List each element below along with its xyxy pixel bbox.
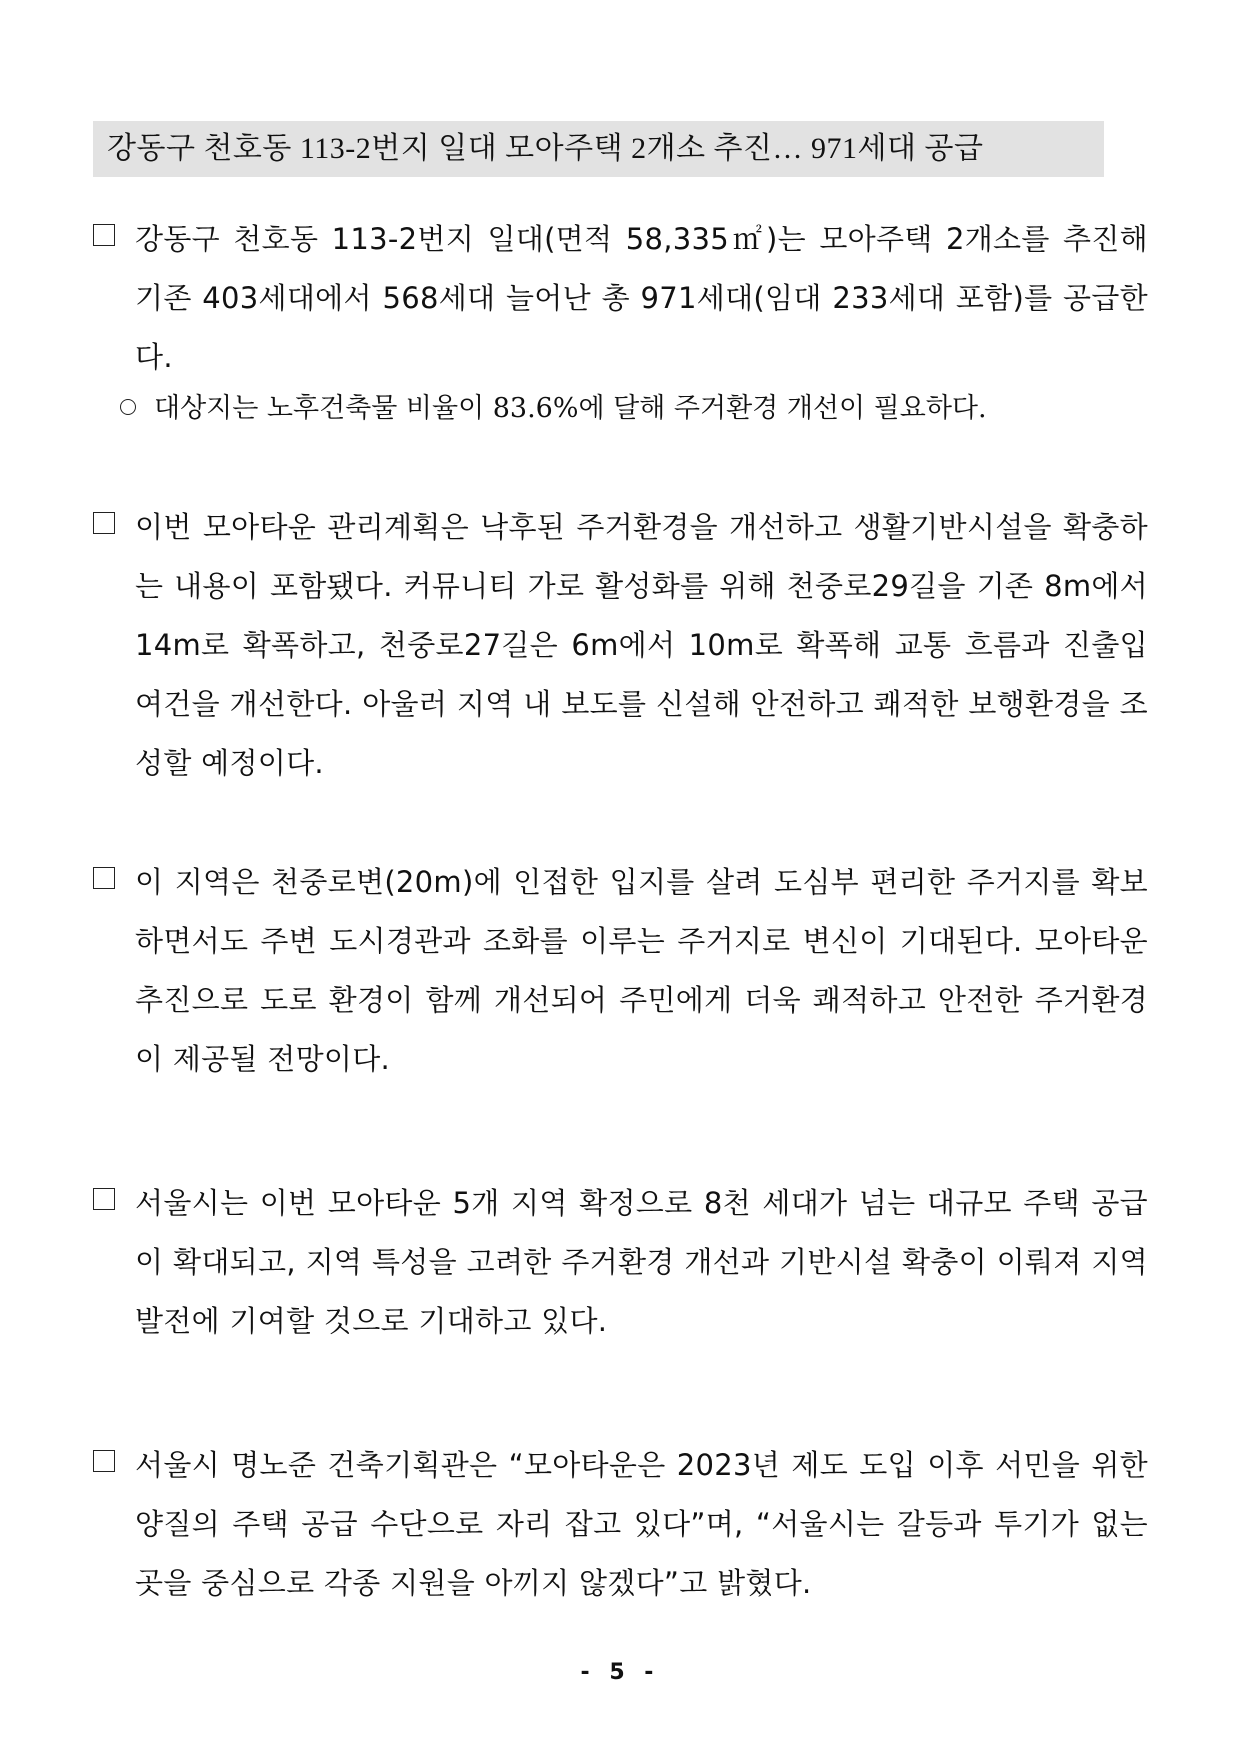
paragraph-1 <box>93 210 1148 387</box>
checkbox-bullet-icon <box>93 512 115 534</box>
paragraph-text: 이 지역은 천중로변(20m)에 인접한 입지를 살려 도심부 편리한 주거지를 확보하면서도 주변 도시경관과 조화를 이루는 주거지로 변신이 기대된다. 모아타운 추진으로 도로 환경이 함께 개선되어 주민에게 더욱 쾌적하고 안전한 주거환경이 제공될 전망이다. <box>135 865 1148 1076</box>
checkbox-bullet-icon <box>93 1188 115 1210</box>
paragraph-text: 서울시는 이번 모아타운 5개 지역 확정으로 8천 세대가 넘는 대규모 주택 공급이 확대되고, 지역 특성을 고려한 주거환경 개선과 기반시설 확충이 이뤄져 지역 발전에 기여할 것으로 기대하고 있다. <box>135 1186 1148 1338</box>
paragraph-text: 이번 모아타운 관리계획은 낙후된 주거환경을 개선하고 생활기반시설을 확충하는 내용이 포함됐다. 커뮤니티 가로 활성화를 위해 천중로29길을 기존 8m에서 14m로 확폭하고, 천중로27길은 6m에서 10m로 확폭해 교통 흐름과 진출입 여건을 개선한다. 아울러 지역 내 보도를 신설해 안전하고 쾌적한 보행환경을 조성할 예정이다. <box>135 510 1148 780</box>
circle-bullet-icon <box>120 399 136 415</box>
paragraph-text: 강동구 천호동 113-2번지 일대(면적 58,335㎡)는 모아주택 2개소를 추진해 기존 403세대에서 568세대 늘어난 총 971세대(임대 233세대 포함)를 공급한다. <box>135 222 1148 374</box>
paragraph-3 <box>93 853 1148 1089</box>
sub-point-text: 대상지는 노후건축물 비율이 83.6%에 달해 주거환경 개선이 필요하다. <box>154 393 987 424</box>
paragraph-2 <box>93 498 1148 793</box>
section-title: 강동구 천호동 113-2번지 일대 모아주택 2개소 추진… 971세대 공급 <box>93 121 1104 177</box>
paragraph-text: 서울시 명노준 건축기획관은 “모아타운은 2023년 제도 도입 이후 서민을 위한 양질의 주택 공급 수단으로 자리 잡고 있다”며, “서울시는 갈등과 투기가 없는 곳을 중심으로 각종 지원을 아끼지 않겠다”고 밝혔다. <box>135 1448 1148 1600</box>
page-number: - 5 - <box>580 1660 660 1685</box>
sub-point <box>120 389 1130 429</box>
paragraph-5 <box>93 1436 1148 1613</box>
checkbox-bullet-icon <box>93 1450 115 1472</box>
checkbox-bullet-icon <box>93 224 115 246</box>
checkbox-bullet-icon <box>93 867 115 889</box>
paragraph-4 <box>93 1174 1148 1351</box>
